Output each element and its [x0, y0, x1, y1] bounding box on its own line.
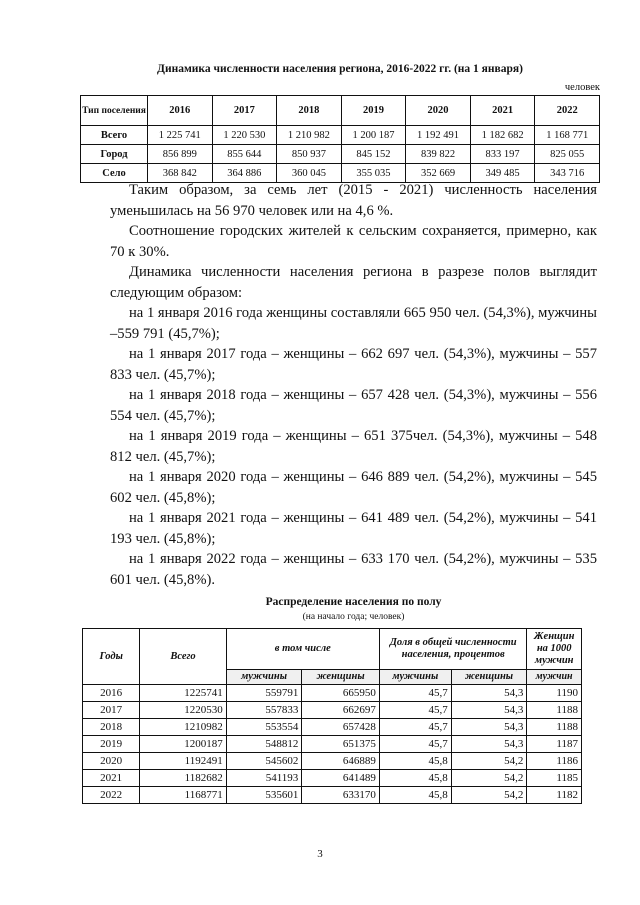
- table2-cell: 545602: [226, 753, 302, 770]
- table2-cell: 535601: [226, 787, 302, 804]
- table2-header-share: Доля в общей численности населения, процентов: [379, 629, 527, 670]
- table2-cell: 548812: [226, 736, 302, 753]
- table1-title: Динамика численности населения региона, 2016-2022 гг. (на 1 января): [157, 63, 523, 75]
- table2-cell: 54,2: [451, 787, 527, 804]
- table1-header-row: [81, 96, 600, 126]
- table2-cell: 1182682: [140, 770, 226, 787]
- table1-cell: 364 886: [212, 164, 277, 183]
- paragraph: на 1 января 2016 года женщины составляли 665 950 чел. (54,3%), мужчины –559 791 (45,7%);: [110, 305, 597, 342]
- table1-cell: 825 055: [535, 145, 600, 164]
- table1-header-year: 2019: [341, 96, 406, 126]
- table1-cell: 1 210 982: [277, 126, 342, 145]
- table2-header-row: [83, 629, 582, 670]
- table1-row-label: Город: [81, 145, 148, 164]
- table1-cell: 855 644: [212, 145, 277, 164]
- table2-header-years: Годы: [83, 629, 140, 685]
- table2-cell: 1187: [527, 736, 582, 753]
- table2-cell: 45,7: [379, 736, 451, 753]
- table1-cell: 839 822: [406, 145, 471, 164]
- women-per-1000-label: Женщин на 1000 мужчин: [533, 631, 575, 666]
- table2-cell: 2017: [83, 702, 140, 719]
- table2-cell: 54,3: [451, 685, 527, 702]
- table1-cell: 343 716: [535, 164, 600, 183]
- table2-cell: 54,2: [451, 753, 527, 770]
- table2-cell: 54,3: [451, 702, 527, 719]
- table2-row: [83, 719, 582, 736]
- table2-header-including: в том числе: [226, 629, 379, 670]
- table1-header-year: 2016: [148, 96, 213, 126]
- table2-cell: 1190: [527, 685, 582, 702]
- table1-cell: 850 937: [277, 145, 342, 164]
- paragraph: на 1 января 2020 года – женщины – 646 889 чел. (54,2%), мужчины – 545 602 чел. (45,8%);: [110, 469, 597, 506]
- table2-cell: 45,8: [379, 770, 451, 787]
- paragraph: на 1 января 2021 года – женщины – 641 489 чел. (54,2%), мужчины – 541 193 чел. (45,8%);: [110, 510, 597, 547]
- table1-cell: 845 152: [341, 145, 406, 164]
- table1-cell: 1 182 682: [470, 126, 535, 145]
- table1-header-year: 2020: [406, 96, 471, 126]
- table2-cell: 45,7: [379, 685, 451, 702]
- table1-cell: 856 899: [148, 145, 213, 164]
- table1-cell: 352 669: [406, 164, 471, 183]
- table1-cell: 1 220 530: [212, 126, 277, 145]
- table2-cell: 633170: [302, 787, 380, 804]
- table1-row: [81, 145, 600, 164]
- table1-row: [81, 126, 600, 145]
- table2-cell: 2021: [83, 770, 140, 787]
- table1-unit: человек: [564, 82, 600, 93]
- table1-cell: 833 197: [470, 145, 535, 164]
- table2-cell: 1220530: [140, 702, 226, 719]
- table1-cell: 1 225 741: [148, 126, 213, 145]
- paragraph: на 1 января 2018 года – женщины – 657 428 чел. (54,3%), мужчины – 556 554 чел. (45,7%);: [110, 387, 597, 424]
- table1-header-type: Тип поселения: [81, 96, 148, 126]
- table2-cell: 45,7: [379, 719, 451, 736]
- table2-row: [83, 770, 582, 787]
- table2-cell: 45,8: [379, 787, 451, 804]
- table2-header-women-share: женщины: [451, 670, 527, 685]
- table2-cell: 45,8: [379, 753, 451, 770]
- table1-header-year: 2022: [535, 96, 600, 126]
- table2-cell: 2022: [83, 787, 140, 804]
- table2-cell: 54,2: [451, 770, 527, 787]
- table2-header-men-share: мужчины: [379, 670, 451, 685]
- page-number: 3: [317, 848, 323, 860]
- table2-subtitle: (на начало года; человек): [302, 612, 405, 622]
- table2-cell: 1182: [527, 787, 582, 804]
- table2-cell: 2018: [83, 719, 140, 736]
- table2-cell: 646889: [302, 753, 380, 770]
- table2-cell: 559791: [226, 685, 302, 702]
- paragraph: Таким образом, за семь лет (2015 - 2021) численность населения уменьшилась на 56 970 человек или на 4,6 %.: [110, 182, 597, 219]
- table2-cell: 54,3: [451, 736, 527, 753]
- paragraph: на 1 января 2022 года – женщины – 633 170 чел. (54,2%), мужчины – 535 601 чел. (45,8%).: [110, 551, 597, 588]
- table2-cell: 553554: [226, 719, 302, 736]
- table2-cell: 657428: [302, 719, 380, 736]
- table2-row: [83, 736, 582, 753]
- table1-cell: 1 200 187: [341, 126, 406, 145]
- table1-header-year: 2021: [470, 96, 535, 126]
- table2-cell: 1168771: [140, 787, 226, 804]
- paragraph: Соотношение городских жителей к сельским сохраняется, примерно, как 70 к 30%.: [110, 223, 597, 260]
- table2-row: [83, 702, 582, 719]
- paragraph: на 1 января 2019 года – женщины – 651 375чел. (54,3%), мужчины – 548 812 чел. (45,7%);: [110, 428, 597, 465]
- table1-header-year: 2018: [277, 96, 342, 126]
- table2-cell: 1186: [527, 753, 582, 770]
- table2-cell: 641489: [302, 770, 380, 787]
- table2-cell: 662697: [302, 702, 380, 719]
- table1-cell: 368 842: [148, 164, 213, 183]
- table2-cell: 2019: [83, 736, 140, 753]
- paragraph: Динамика численности населения региона в разрезе полов выглядит следующим образом:: [110, 264, 597, 301]
- table2-cell: 1192491: [140, 753, 226, 770]
- table2-header-men: мужчины: [226, 670, 302, 685]
- table2-cell: 45,7: [379, 702, 451, 719]
- table2-cell: 665950: [302, 685, 380, 702]
- table2-cell: 541193: [226, 770, 302, 787]
- table2-cell: 2020: [83, 753, 140, 770]
- table2-cell: 54,3: [451, 719, 527, 736]
- table1-row-label: Всего: [81, 126, 148, 145]
- table2-cell: 557833: [226, 702, 302, 719]
- table2-cell: 1188: [527, 719, 582, 736]
- population-by-sex-table: [82, 628, 582, 804]
- table1-cell: 1 168 771: [535, 126, 600, 145]
- table2-header-women-per-1000: [527, 629, 582, 670]
- table2-row: [83, 753, 582, 770]
- table1-cell: 360 045: [277, 164, 342, 183]
- table2-title: Распределение населения по полу: [265, 596, 442, 608]
- table1-row-label: Село: [81, 164, 148, 183]
- table2-header-men-short: мужчин: [527, 670, 582, 685]
- population-dynamics-table: [80, 95, 600, 183]
- table2-header-total: Всего: [140, 629, 226, 685]
- table1-cell: 1 192 491: [406, 126, 471, 145]
- table2-cell: 1210982: [140, 719, 226, 736]
- table2-cell: 651375: [302, 736, 380, 753]
- table2-cell: 1185: [527, 770, 582, 787]
- table2-header-women: женщины: [302, 670, 380, 685]
- table2-row: [83, 685, 582, 702]
- table2-cell: 1200187: [140, 736, 226, 753]
- paragraph: на 1 января 2017 года – женщины – 662 697 чел. (54,3%), мужчины – 557 833 чел. (45,7%);: [110, 346, 597, 383]
- table2-cell: 1225741: [140, 685, 226, 702]
- table1-cell: 349 485: [470, 164, 535, 183]
- table2-row: [83, 787, 582, 804]
- table1-cell: 355 035: [341, 164, 406, 183]
- body-text: [110, 180, 597, 590]
- table2-cell: 1188: [527, 702, 582, 719]
- table2-cell: 2016: [83, 685, 140, 702]
- table1-header-year: 2017: [212, 96, 277, 126]
